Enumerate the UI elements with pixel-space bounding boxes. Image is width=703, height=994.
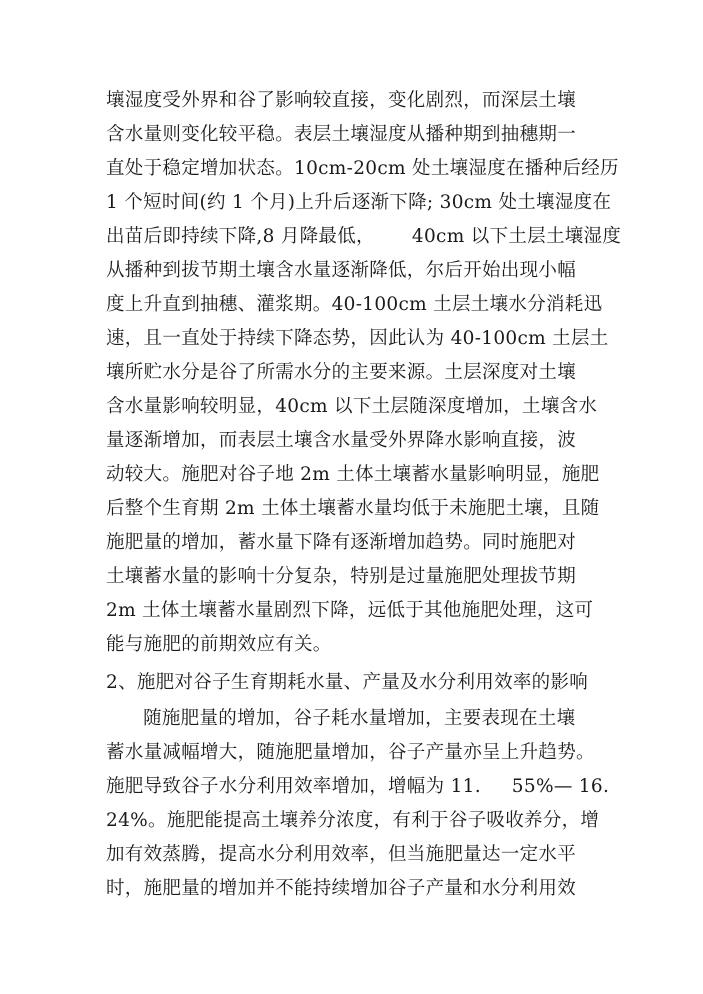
text-line: 2m 土体土壤蓄水量剧烈下降，远低于其他施肥处理，这可 xyxy=(106,600,594,621)
text-line: 后整个生育期 2m 土体土壤蓄水量均低于未施肥土壤，且随 xyxy=(106,498,600,519)
text-line: 动较大。施肥对谷子地 2m 土体土壤蓄水量影响明显，施肥 xyxy=(106,464,600,485)
text-line: 蓄水量减幅增大，随施肥量增加，谷子产量亦呈上升趋势。 xyxy=(106,742,595,763)
text-line: 速，且一直处于持续下降态势，因此认为 40-100cm 土层土 xyxy=(106,328,609,349)
section-heading: 2、施肥对谷子生育期耗水量、产量及水分利用效率的影响 xyxy=(106,672,589,693)
text-line: 壤所贮水分是谷了所需水分的主要来源。土层深度对土壤 xyxy=(106,362,577,383)
text-line: 含水量影响较明显，40cm 以下土层随深度增加，土壤含水 xyxy=(106,396,598,417)
text-line: 度上升直到抽穗、灌浆期。40-100cm 土层土壤水分消耗迅 xyxy=(106,294,603,315)
text-line: 时，施肥量的增加并不能持续增加谷子产量和水分利用效 xyxy=(106,878,577,899)
text-line: 土壤蓄水量的影响十分复杂，特别是过量施肥处理拔节期 xyxy=(106,566,577,587)
text-line: 施肥量的增加，蓄水量下降有逐渐增加趋势。同时施肥对 xyxy=(106,532,577,553)
text-line: 壤湿度受外界和谷了影响较直接，变化剧烈，而深层土壤 xyxy=(106,90,577,111)
text-line: 加有效蒸腾，提高水分利用效率，但当施肥量达一定水平 xyxy=(106,844,577,865)
text-line: 1 个短时间(约 1 个月)上升后逐渐下降; 30cm 处土壤湿度在 xyxy=(106,192,612,213)
text-line: 量逐渐增加，而表层土壤含水量受外界降水影响直接，波 xyxy=(106,430,577,451)
text-line: 施肥导致谷子水分利用效率增加，增幅为 11. 55%— 16. xyxy=(106,776,610,797)
text-line: 直处于稳定增加状态。10cm-20cm 处土壤湿度在播种后经历 xyxy=(106,158,619,179)
text-line: 24%。施肥能提高土壤养分浓度，有利于谷子吸收养分，增 xyxy=(106,810,600,831)
text-line: 含水量则变化较平稳。表层土壤湿度从播种期到抽穗期一 xyxy=(106,124,577,145)
text-line: 从播种到拔节期土壤含水量逐渐降低，尔后开始出现小幅 xyxy=(106,260,577,281)
text-line: 出苗后即持续下降,8 月降最低， 40cm 以下土层土壤湿度 xyxy=(106,226,622,247)
text-line: 能与施肥的前期效应有关。 xyxy=(106,634,332,655)
text-line: 随施肥量的增加，谷子耗水量增加，主要表现在土壤 xyxy=(106,708,576,729)
